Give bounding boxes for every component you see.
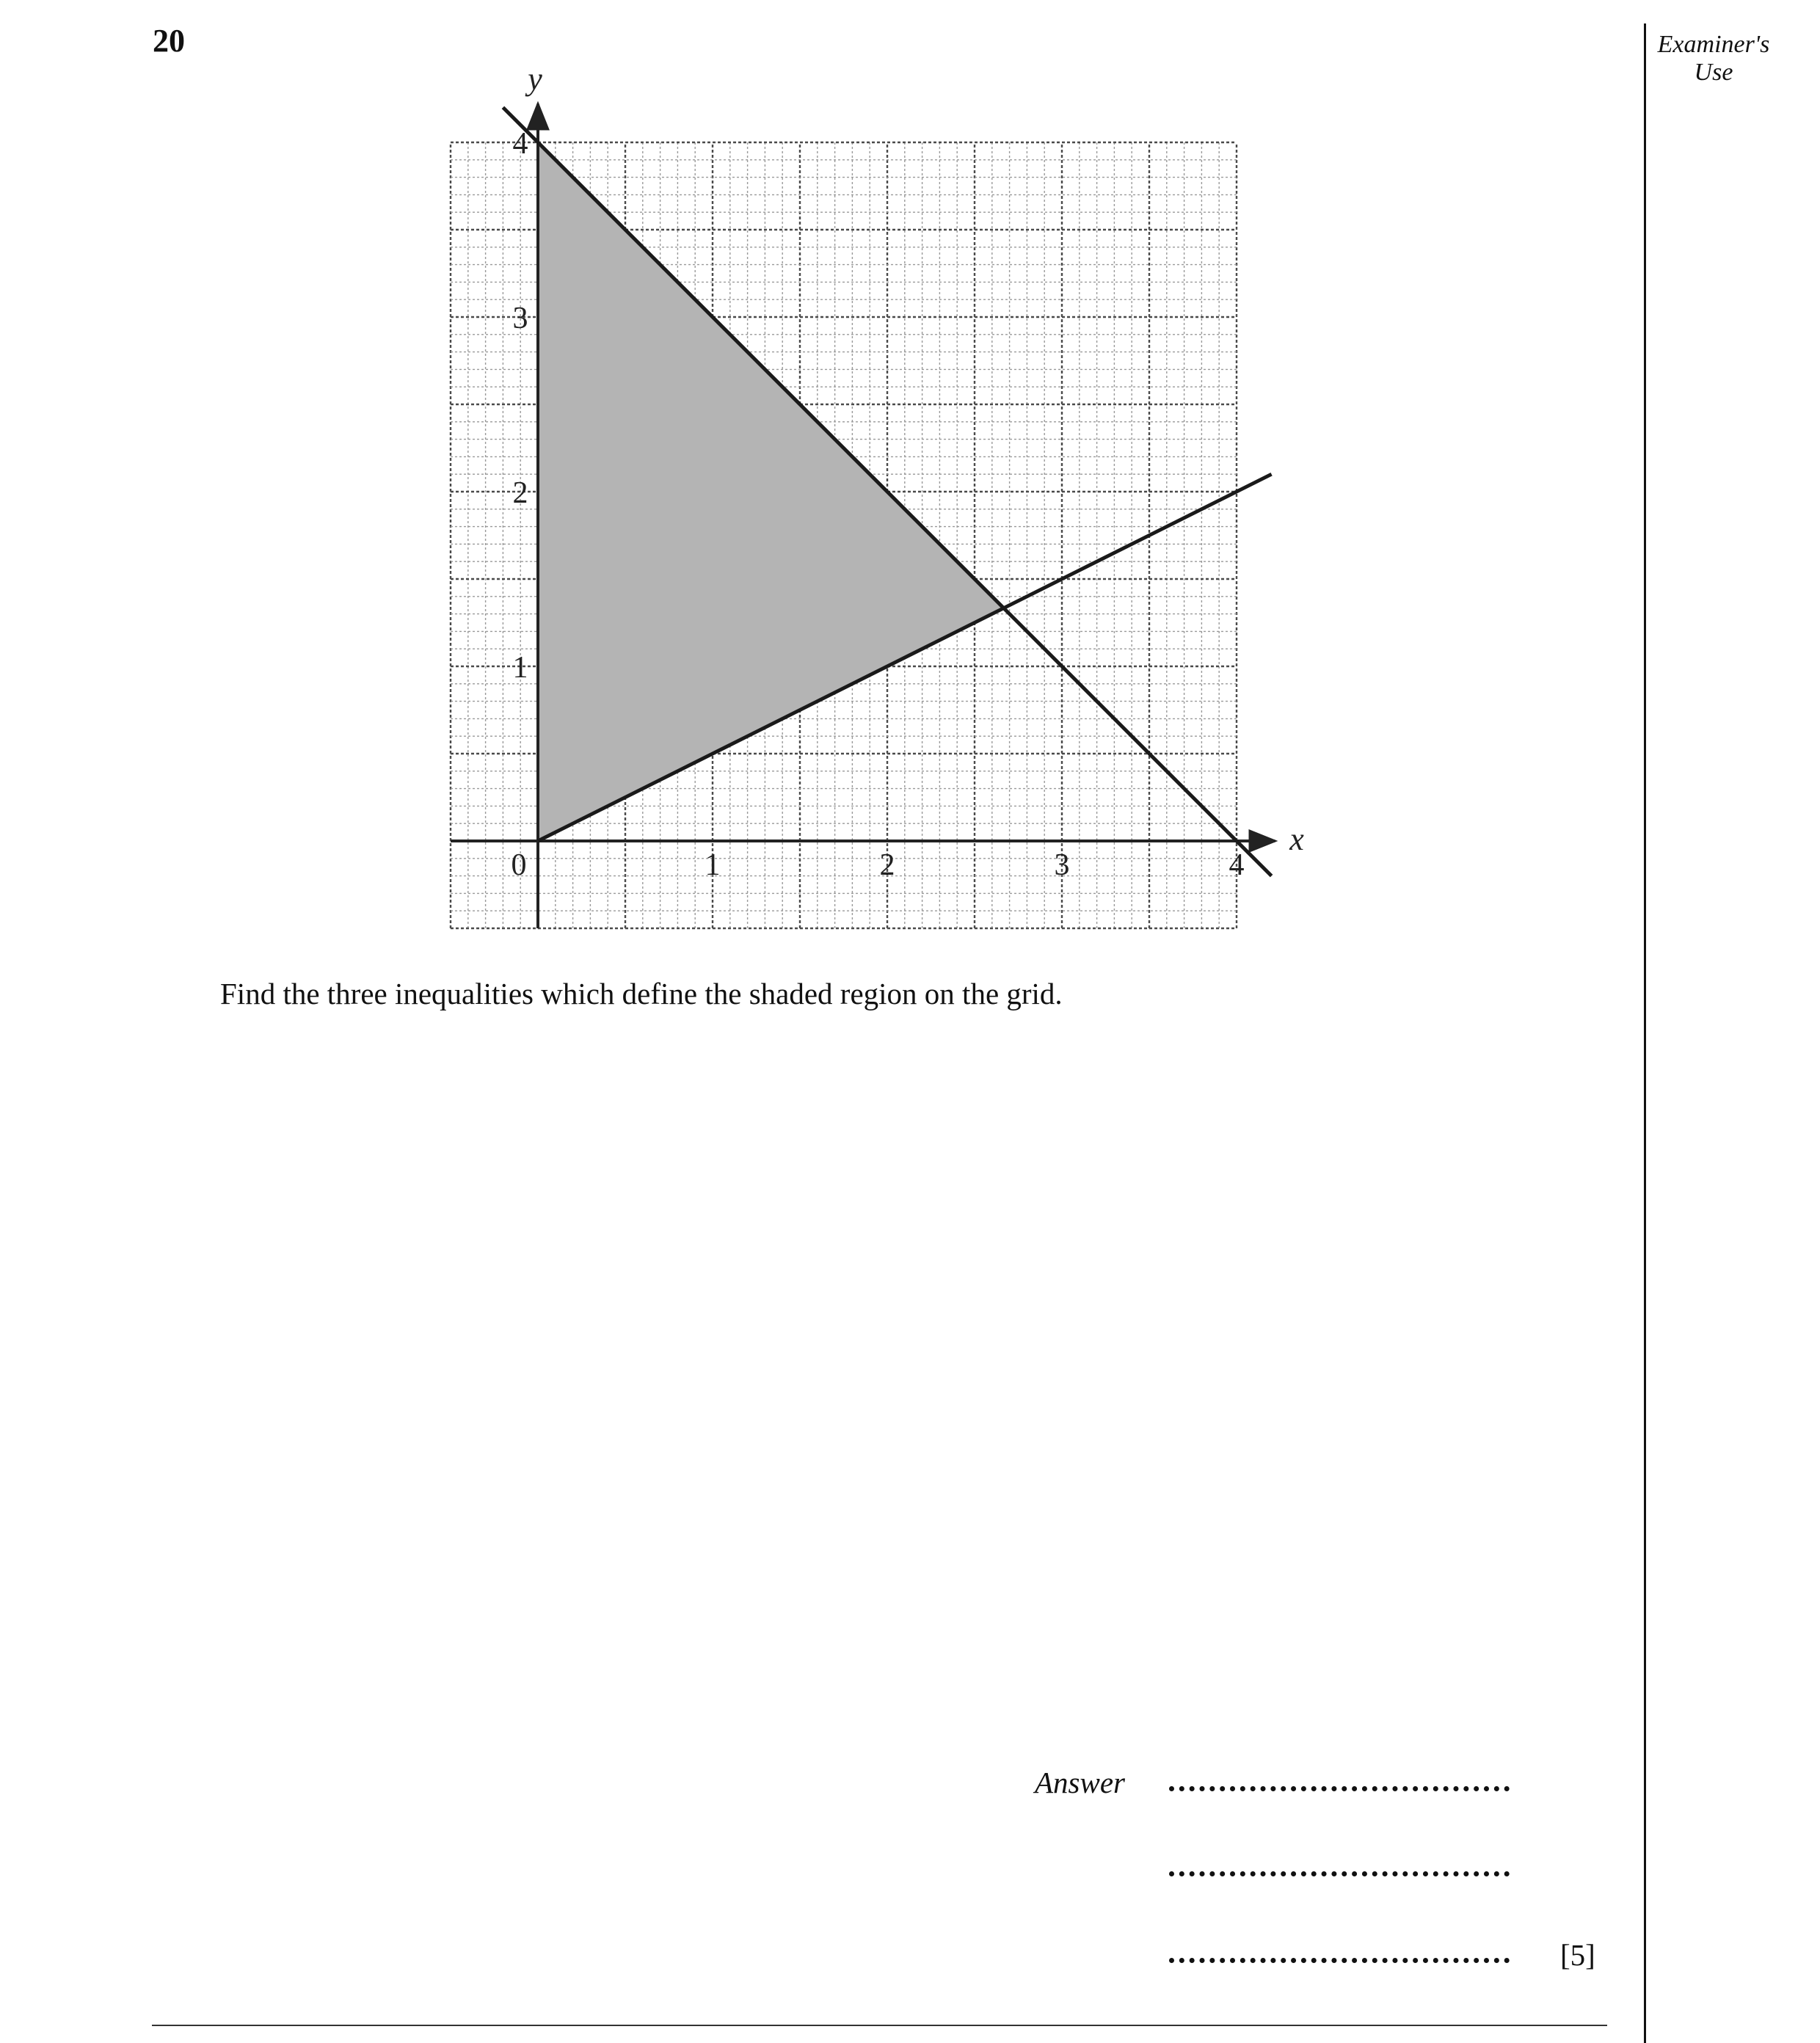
marks-label: [5]: [1560, 1938, 1595, 1972]
y-tick-label-2: 2: [512, 476, 528, 510]
bottom-rule: [152, 2025, 1607, 2026]
y-axis-name: y: [528, 61, 542, 97]
x-tick-label-1: 1: [705, 848, 721, 882]
x-tick-label-3: 3: [1054, 848, 1070, 882]
y-tick-label-3: 3: [512, 302, 528, 335]
x-tick-label-4: 4: [1228, 848, 1245, 882]
y-tick-label-4: 4: [512, 127, 528, 161]
answer-line-2[interactable]: [1169, 1871, 1510, 1876]
answer-line-3[interactable]: [1169, 1958, 1510, 1963]
x-tick-label-2: 2: [879, 848, 895, 882]
origin-label: 0: [511, 848, 527, 882]
examiner-label-line1: Examiner's: [1657, 31, 1770, 58]
question-text: Find the three inequalities which define the shaded region on the grid.: [220, 977, 1063, 1010]
answer-label: Answer: [1035, 1766, 1125, 1799]
question-number: 20: [153, 23, 185, 59]
inequality-graph: [0, 0, 1820, 954]
y-tick-label-1: 1: [512, 651, 528, 685]
x-axis-name: x: [1289, 821, 1304, 857]
examiner-label-line2: Use: [1694, 59, 1733, 86]
answer-line-1[interactable]: [1169, 1786, 1510, 1791]
